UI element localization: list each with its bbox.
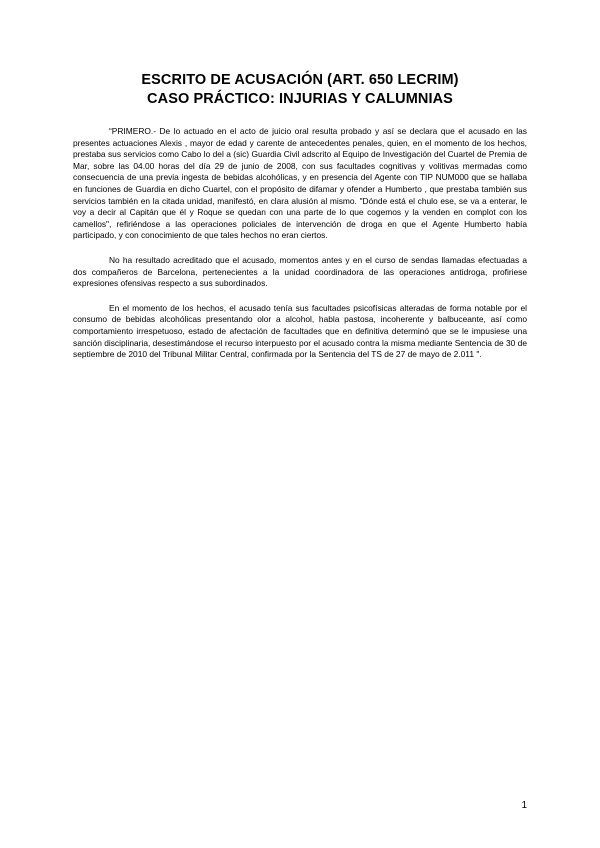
title-line-1: ESCRITO DE ACUSACIÓN (ART. 650 LECRIM) [141,72,459,88]
paragraph-primero: “PRIMERO.- De lo actuado en el acto de juicio oral resulta probado y así se declara que el acusado en las presentes actuaciones Alexis , mayor de edad y carente de antecedentes penales, quien, en el momento de los hechos, prestaba sus servicios como Cabo lo del a (sic) Guardia Civil adscrito al Equipo de Investigación del Cuartel de Premia de Mar, sobre las 04.00 horas del día 29 de junio de 2008, con sus facultades cognitivas y volitivas mermadas como consecuencia de una previa ingesta de bebidas alcohólicas, y en presencia del Agente con TIP NUM000 que se hallaba en funciones de Guardia en dicho Cuartel, con el propósito de difamar y ofender a Humberto , que prestaba también sus servicios también en la citada unidad, manifestó, en clara alusión al mismo. "Dónde está el chulo ese, se va a enterar, le voy a decir al Capitán que él y Roque se quedan con una parte de lo que cogemos y la venden en complot con los camellos", refiriéndose a las operaciones policiales de intervención de droga en que el Agente Humberto había participado, y con conocimiento de que tales hechos no eran ciertos. [73,126,527,241]
paragraph-no-acreditado: No ha resultado acreditado que el acusado, momentos antes y en el curso de sendas llamadas efectuadas a dos compañeros de Barcelona, pertenecientes a la unidad coordinadora de las operaciones antidroga, profiriese expresiones ofensivas respecto a sus subordinados. [73,254,527,289]
document-body [73,126,527,374]
title-line-2: CASO PRÁCTICO: INJURIAS Y CALUMNIAS [147,91,453,107]
page-number: 1 [521,800,527,811]
document-title [0,71,600,109]
paragraph-facultades: En el momento de los hechos, el acusado tenía sus facultades psicofísicas alteradas de forma notable por el consumo de bebidas alcohólicas presentando olor a alcohol, habla pastosa, incoherente y balbuceante, así como comportamiento irrespetuoso, estado de afectación de facultades que en definitiva determinó que se le impusiese una sanción disciplinaria, desestimándose el recurso interpuesto por el acusado contra la misma mediante Sentencia de 30 de septiembre de 2010 del Tribunal Militar Central, confirmada por la Sentencia del TS de 27 de mayo de 2.011 ". [73,302,527,360]
